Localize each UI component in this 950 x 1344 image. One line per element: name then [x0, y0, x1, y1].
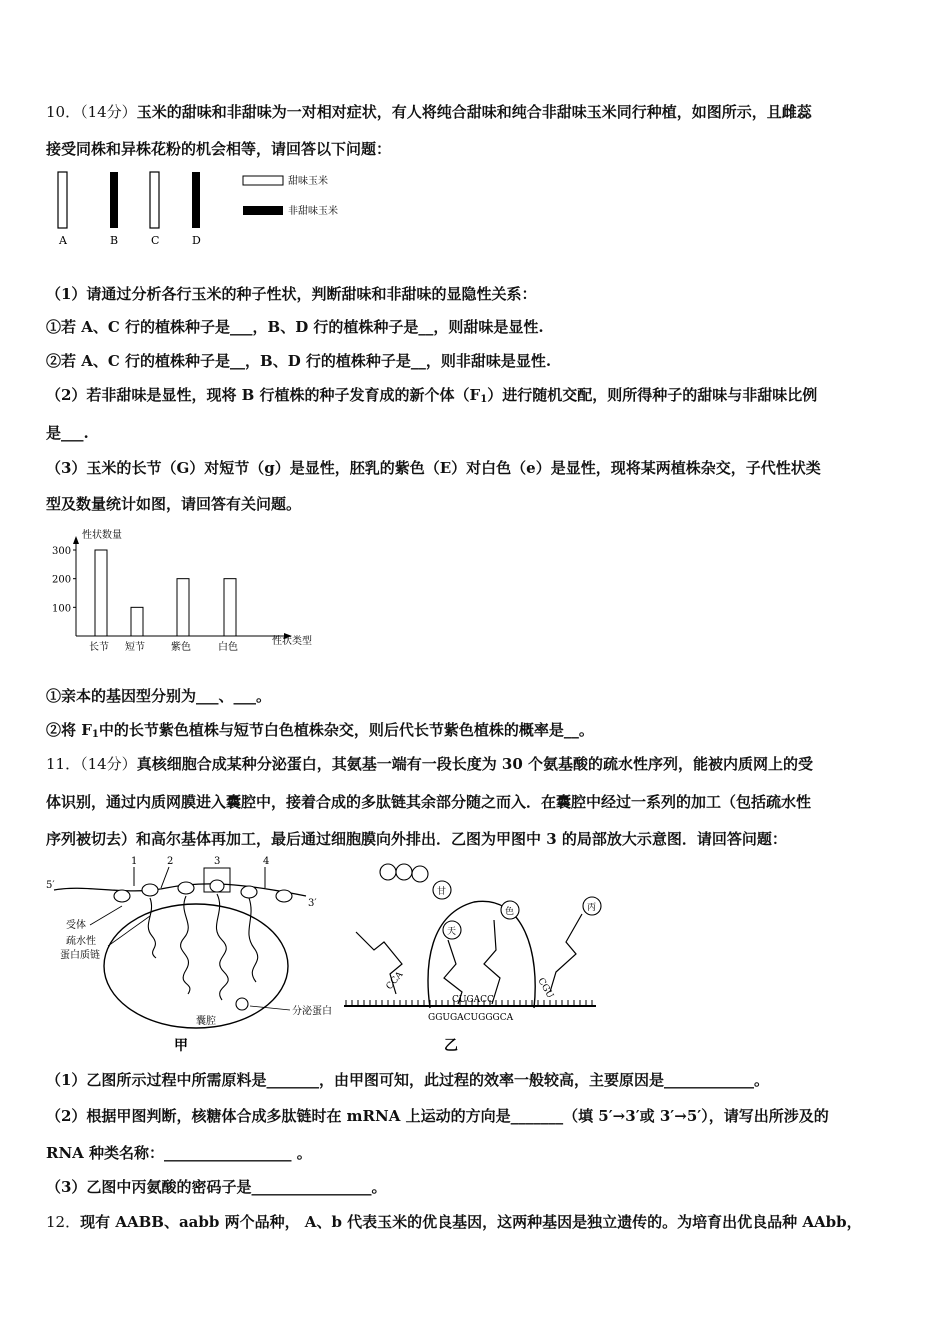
chart-ytick-200: 200 [52, 574, 72, 586]
chart-bar-白色 [224, 579, 236, 636]
legend-sweet-label: 甜味玉米 [288, 176, 328, 187]
anticodon-middle: CUGACC [452, 995, 494, 1005]
ribosome-large-subunit [428, 901, 535, 1008]
peptide-bead-1 [380, 864, 396, 880]
marker-4-label: 4 [263, 856, 270, 867]
row-a-label: A [59, 234, 67, 247]
q10-part1-case-a: ①若 A、C 行的植株种子是___，B、D 行的植株种子是__，则甜味是显性. [46, 318, 544, 336]
figure-jia-er-translation [46, 854, 348, 1056]
q10-part2: （2）若非甜味是显性，现将 B 行植株的种子发育成的新个体$(F_1)$进行随机交配，则所得种子的甜味与非甜味比例 [46, 386, 818, 405]
q11-part2-b: RNA 种类名称：_________________ 。 [46, 1144, 312, 1162]
q10-line1: 10．（14分）玉米的甜味和非甜味为一对相对症状，有人将纯合甜味和纯合非甜味玉米同行种植，如图所示，且雌蕊 [46, 103, 812, 121]
chart-ytick-100: 100 [52, 603, 72, 615]
q10-number: 10．（14分） [46, 103, 137, 121]
q12-line1: 12．现有 AABB、aabb 两个品种， A、b 代表玉米的优良基因，这两种基因是独立遗传的。为培育出优良品种 AAbb， [46, 1213, 862, 1231]
ribosome-3 [178, 882, 194, 894]
secretory-label: 分泌蛋白 [292, 1006, 332, 1017]
hydrophobic-label-2: 蛋白质链 [60, 950, 100, 961]
marker-1-label: 1 [131, 856, 138, 867]
peptide-bead-2 [396, 864, 412, 880]
row-b-label: B [110, 234, 119, 247]
protein-chain-4 [249, 898, 258, 982]
chart-bar-短节 [131, 607, 143, 636]
chart-ytick-300: 300 [52, 546, 72, 557]
legend-sweet-swatch [243, 176, 283, 185]
figure-yi-caption: 乙 [444, 1038, 458, 1054]
q10-part1: （1）请通过分析各行玉米的种子性状，判断甜味和非甜味的显隐性关系： [46, 285, 537, 303]
aa-trp-label: 色 [505, 907, 515, 917]
row-d-label: D [192, 234, 201, 247]
q11-part2: （2）根据甲图判断，核糖体合成多肽链时在 mRNA 上运动的方向是_______（填 5′→3′或 3′→5′），请写出所涉及的 [46, 1107, 829, 1125]
legend-nonsweet-label: 非甜味玉米 [288, 206, 338, 217]
chart-xlabel: 性状类型 [272, 636, 312, 647]
aa-gly-label: 甘 [437, 887, 447, 897]
protein-chain-2 [181, 896, 190, 994]
mrna-sequence: GGUGACUGGGCA [428, 1013, 514, 1023]
aa-ala-label: 丙 [587, 903, 597, 913]
legend-nonsweet-swatch [243, 206, 283, 215]
row-c-bar [150, 172, 159, 228]
three-prime-label: 3′ [308, 898, 317, 909]
ribosome-5 [241, 886, 257, 898]
q10-part3-q1: ①亲本的基因型分别为___、___。 [46, 687, 272, 705]
anticodon-right: CGU [535, 976, 555, 1001]
aa-asp-label: 天 [447, 927, 457, 937]
chart-xtick-白色: 白色 [218, 642, 238, 652]
figure-jia-caption: 甲 [174, 1038, 188, 1054]
marker-3-label: 3 [214, 856, 221, 867]
chart-y-arrow [73, 536, 79, 544]
corn-rows-figure [46, 166, 366, 252]
ribosome-4 [210, 880, 224, 892]
row-c-label: C [151, 234, 160, 247]
trna-middle-2 [484, 920, 500, 1004]
ribosome-2 [142, 884, 158, 896]
q10-line2: 接受同株和异株花粉的机会相等，请回答以下问题： [46, 140, 392, 158]
q10-part3-line1: （3）玉米的长节（G）对短节（g）是显性，胚乳的紫色（E）对白色（e）是显性，现将某两植株杂交，子代性状类 [46, 459, 821, 477]
q11-number: 11．（14分） [46, 755, 137, 773]
q10-part3-q2: ②将 $F_1$中的长节紫色植株与短节白色植株杂交，则后代长节紫色植株的概率是__。 [46, 721, 594, 740]
row-b-bar [110, 172, 118, 228]
ribosome-6 [276, 890, 292, 902]
secretory-protein-blob [236, 998, 248, 1010]
q10-part2-end: 是___. [46, 424, 89, 442]
protein-chain-1 [148, 898, 156, 958]
protein-chain-3 [216, 894, 228, 1000]
hydrophobic-label-1: 疏水性 [66, 936, 96, 947]
row-d-bar [192, 172, 200, 228]
chart-xtick-短节: 短节 [125, 642, 145, 652]
marker-2-arrow [161, 867, 169, 888]
marker-2-label: 2 [167, 856, 174, 867]
chart-ylabel: 性状数量 [82, 530, 122, 541]
chart-xtick-紫色: 紫色 [171, 642, 191, 652]
receptor-pointer [90, 906, 122, 925]
chart-bar-紫色 [177, 579, 189, 636]
q11-part1: （1）乙图所示过程中所需原料是_______，由甲图可知，此过程的效率一般较高，主要原因是____________。 [46, 1071, 769, 1089]
q11-part3: （3）乙图中丙氨酸的密码子是________________。 [46, 1178, 387, 1196]
trait-count-chart [46, 522, 326, 652]
q12-number: 12． [46, 1213, 81, 1231]
secretory-pointer [250, 1006, 290, 1010]
hydrophobic-pointer [108, 916, 150, 946]
ribosome-1 [114, 890, 130, 902]
q10-part3-line2: 型及数量统计如图，请回答有关问题。 [46, 495, 302, 513]
anticodon-left: CCA [384, 969, 406, 992]
trna-right [550, 914, 582, 992]
q11-line1: 11．（14分）真核细胞合成某种分泌蛋白，其氨基一端有一段长度为 30 个氨基酸的疏水性序列，能被内质网上的受 [46, 755, 814, 773]
q10-part1-case-b: ②若 A、C 行的植株种子是__，B、D 行的植株种子是__，则非甜味是显性. [46, 352, 552, 370]
peptide-bead-3 [412, 866, 428, 882]
chart-xtick-长节: 长节 [89, 642, 109, 652]
er-lumen [104, 904, 288, 1028]
figure-yi-trna-detail [344, 854, 604, 1056]
chart-bar-长节 [95, 550, 107, 636]
row-a-bar [58, 172, 67, 228]
q11-line2: 体识别，通过内质网膜进入囊腔中，接着合成的多肽链其余部分随之而入．在囊腔中经过一系列的加工（包括疏水性 [46, 793, 812, 811]
receptor-label: 受体 [66, 920, 86, 931]
five-prime-label: 5′ [46, 880, 55, 891]
lumen-label: 囊腔 [196, 1016, 216, 1027]
q11-line3: 序列被切去）和高尔基体再加工，最后通过细胞膜向外排出．乙图为甲图中 3 的局部放大示意图．请回答问题： [46, 830, 787, 848]
